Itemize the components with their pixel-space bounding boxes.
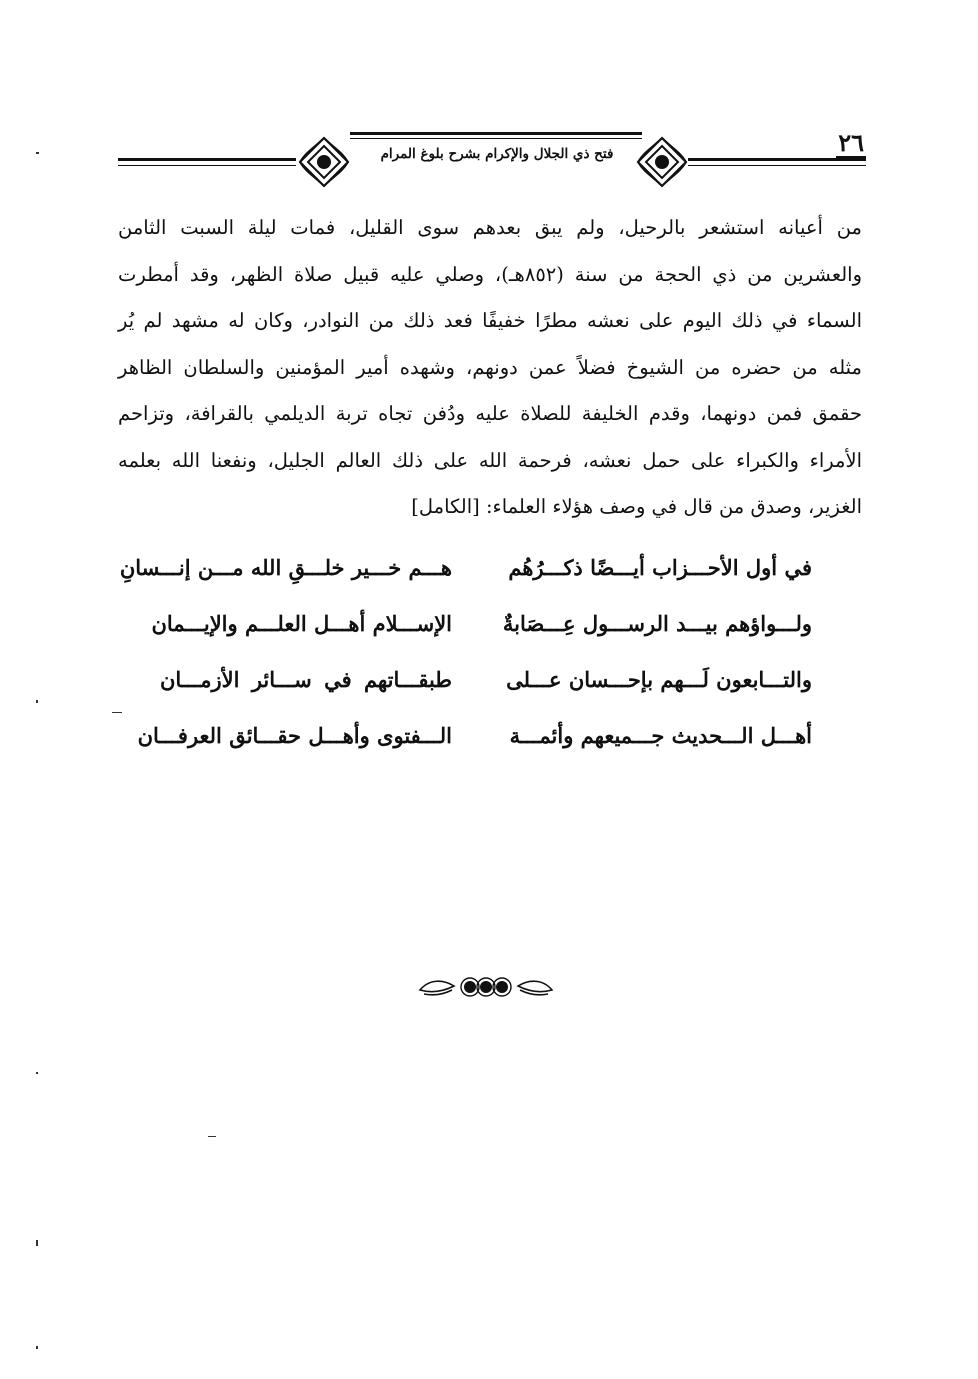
header-rule-center-thin (350, 138, 642, 139)
text-line: السماء في ذلك اليوم على نعشه مطرًا خفيفًا فعد ذلك من النوادر، وكان له مشهد لم يُر (118, 309, 862, 332)
verse-second-hemistich: الإســـلام أهـــل العلـــم والإيـــمان (151, 611, 452, 636)
text-line: الغزير، وصدق من قال في وصف هؤلاء العلماء: [الكامل] (411, 495, 862, 518)
book-title: فتح ذي الجلال والإكرام بشرح بلوغ المرام (380, 146, 614, 162)
poem-verse (137, 711, 812, 767)
header-rule-left-thin (118, 165, 296, 166)
body-text (118, 205, 862, 531)
verse-second-hemistich: طبقـــاتهم في ســـائر الأزمـــان (160, 667, 452, 692)
ornament-left-icon (296, 134, 352, 190)
scan-speck (112, 712, 122, 713)
poem-verse (160, 655, 812, 711)
page-number: ٢٦ (838, 128, 864, 157)
scan-speck (36, 1346, 38, 1349)
verse-first-hemistich: ولـــواؤهم بيـــد الرســـول عِـــصَابةٌ (502, 611, 812, 636)
verse-second-hemistich: الـــفتوى وأهـــل حقـــائق العرفـــان (137, 723, 452, 748)
scan-speck (208, 1136, 216, 1137)
verse-first-hemistich: والتـــابعون لَـــهم بإحـــسان عـــلى (506, 667, 812, 692)
header-rule-right (688, 158, 866, 161)
scan-speck (36, 700, 38, 703)
verse-first-hemistich: أهـــل الـــحديث جـــميعهم وأئمـــة (509, 723, 812, 748)
poem-verse (119, 543, 812, 599)
text-line: مثله من حضره من الشيوخ فضلاً عمن دونهم، وشهده أمير المؤمنين والسلطان الظاهر (118, 355, 862, 379)
text-line: من أعيانه استشعر بالرحيل، ولم يبق بعدهم سوى القليل، فمات ليلة السبت الثامن (118, 216, 862, 239)
header-rule-right-thin (688, 165, 866, 166)
running-header (118, 128, 866, 190)
verse-second-hemistich: هـــم خـــير خلـــقِ الله مـــن إنـــسانِ (119, 555, 452, 580)
header-rule-center (350, 132, 642, 135)
text-line: والعشرين من ذي الحجة من سنة (٨٥٢هـ)، وصلي عليه قبيل صلاة الظهر، وقد أمطرت (118, 262, 862, 286)
text-line: الأمراء والكبراء على حمل نعشه، فرحمة الله على ذلك العالم الجليل، ونفعنا الله بعلمه (118, 448, 862, 472)
poem (119, 543, 812, 767)
ornament-right-icon (634, 134, 690, 190)
end-ornament-icon (418, 972, 554, 1002)
scan-speck (36, 152, 39, 154)
poem-verse (151, 599, 812, 655)
header-rule-left (118, 158, 296, 161)
scan-speck (36, 1072, 38, 1074)
scan-speck (36, 1240, 38, 1246)
text-line: حقمق فمن دونهما، وقدم الخليفة للصلاة عليه ودُفن تجاه تربة الديلمي بالقرافة، وتزاحم (118, 402, 862, 425)
verse-first-hemistich: في أول الأحـــزاب أيـــضًا ذكـــرُهُم (508, 555, 812, 580)
